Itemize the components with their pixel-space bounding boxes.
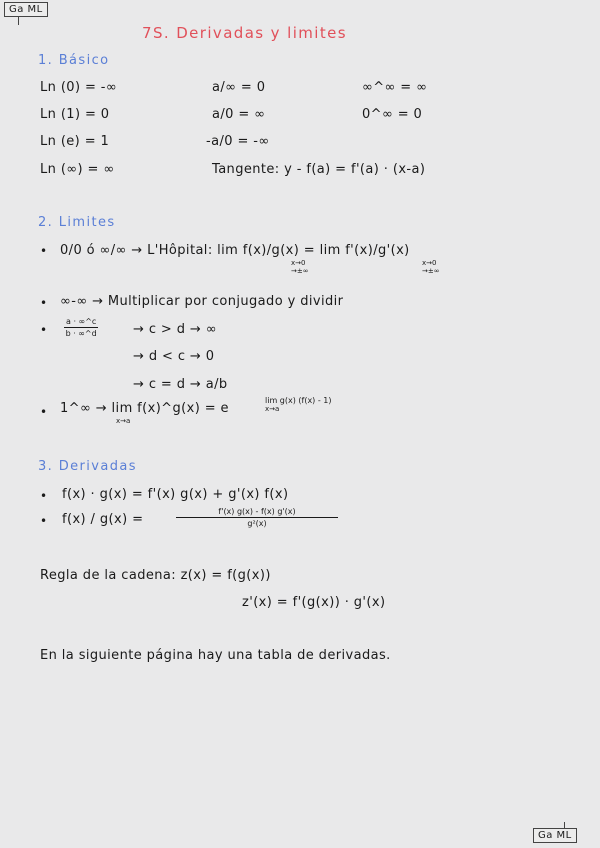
limits-case-1: → c > d → ∞ — [133, 322, 217, 337]
bullet: • — [40, 514, 48, 528]
basic-r3-c2: -a/0 = -∞ — [206, 134, 270, 149]
limits-lim-sub-1: x→0 →±∞ — [291, 259, 309, 275]
section-derivatives-heading: 3. Derivadas — [38, 459, 137, 474]
bullet: • — [40, 296, 48, 310]
deriv-chain-rule: Regla de la cadena: z(x) = f(g(x)) — [40, 568, 271, 583]
limits-fraction-num: a · ∞^c — [66, 317, 97, 326]
bullet: • — [40, 405, 48, 419]
bullet: • — [40, 244, 48, 258]
section-limits-heading: 2. Limites — [38, 215, 116, 230]
deriv-quotient-num: f'(x) g(x) - f(x) g'(x) — [176, 506, 338, 518]
basic-r2-c2: a/0 = ∞ — [212, 107, 266, 122]
limits-case-3: → c = d → a/b — [133, 377, 228, 392]
limits-fraction-den: b · ∞^d — [65, 329, 97, 338]
basic-r3-c1: Ln (e) = 1 — [40, 134, 110, 149]
deriv-chain-rule-2: z'(x) = f'(g(x)) · g'(x) — [242, 595, 386, 610]
limits-conjugate: ∞-∞ → Multiplicar por conjugado y dividir — [60, 294, 344, 309]
bullet: • — [40, 323, 48, 337]
deriv-product: f(x) · g(x) = f'(x) g(x) + g'(x) f(x) — [62, 487, 289, 502]
limits-fraction — [64, 316, 98, 339]
basic-r4-c2: Tangente: y - f(a) = f'(a) · (x-a) — [212, 162, 426, 177]
logo-bottom — [533, 828, 577, 843]
basic-r1-c1: Ln (0) = -∞ — [40, 80, 118, 95]
deriv-quotient-fraction — [176, 506, 338, 529]
page-title: 7S. Derivadas y limites — [142, 24, 347, 42]
basic-r1-c2: a/∞ = 0 — [212, 80, 266, 95]
limits-lim-sub-2: x→0 →±∞ — [422, 259, 440, 275]
logo-text: Ga ML — [9, 4, 43, 15]
limits-one-inf-exponent: lim g(x) (f(x) - 1) x→a — [265, 396, 332, 413]
limits-one-inf: 1^∞ → lim f(x)^g(x) = e — [60, 401, 229, 416]
section-basic-heading: 1. Básico — [38, 53, 110, 68]
logo-text: Ga ML — [538, 830, 572, 841]
limits-one-inf-sub: x→a — [116, 417, 131, 425]
basic-r4-c1: Ln (∞) = ∞ — [40, 162, 115, 177]
logo-top — [4, 2, 48, 17]
limits-case-2: → d < c → 0 — [133, 349, 215, 364]
deriv-quotient-den: g²(x) — [247, 519, 267, 528]
deriv-quotient-left: f(x) / g(x) = — [62, 512, 144, 527]
deriv-note: En la siguiente página hay una tabla de derivadas. — [40, 648, 391, 663]
bullet: • — [40, 489, 48, 503]
limits-lhopital: 0/0 ó ∞/∞ → L'Hôpital: lim f(x)/g(x) = lim f'(x)/g'(x) — [60, 243, 410, 258]
basic-r2-c3: 0^∞ = 0 — [362, 107, 423, 122]
basic-r2-c1: Ln (1) = 0 — [40, 107, 110, 122]
basic-r1-c3: ∞^∞ = ∞ — [362, 80, 428, 95]
